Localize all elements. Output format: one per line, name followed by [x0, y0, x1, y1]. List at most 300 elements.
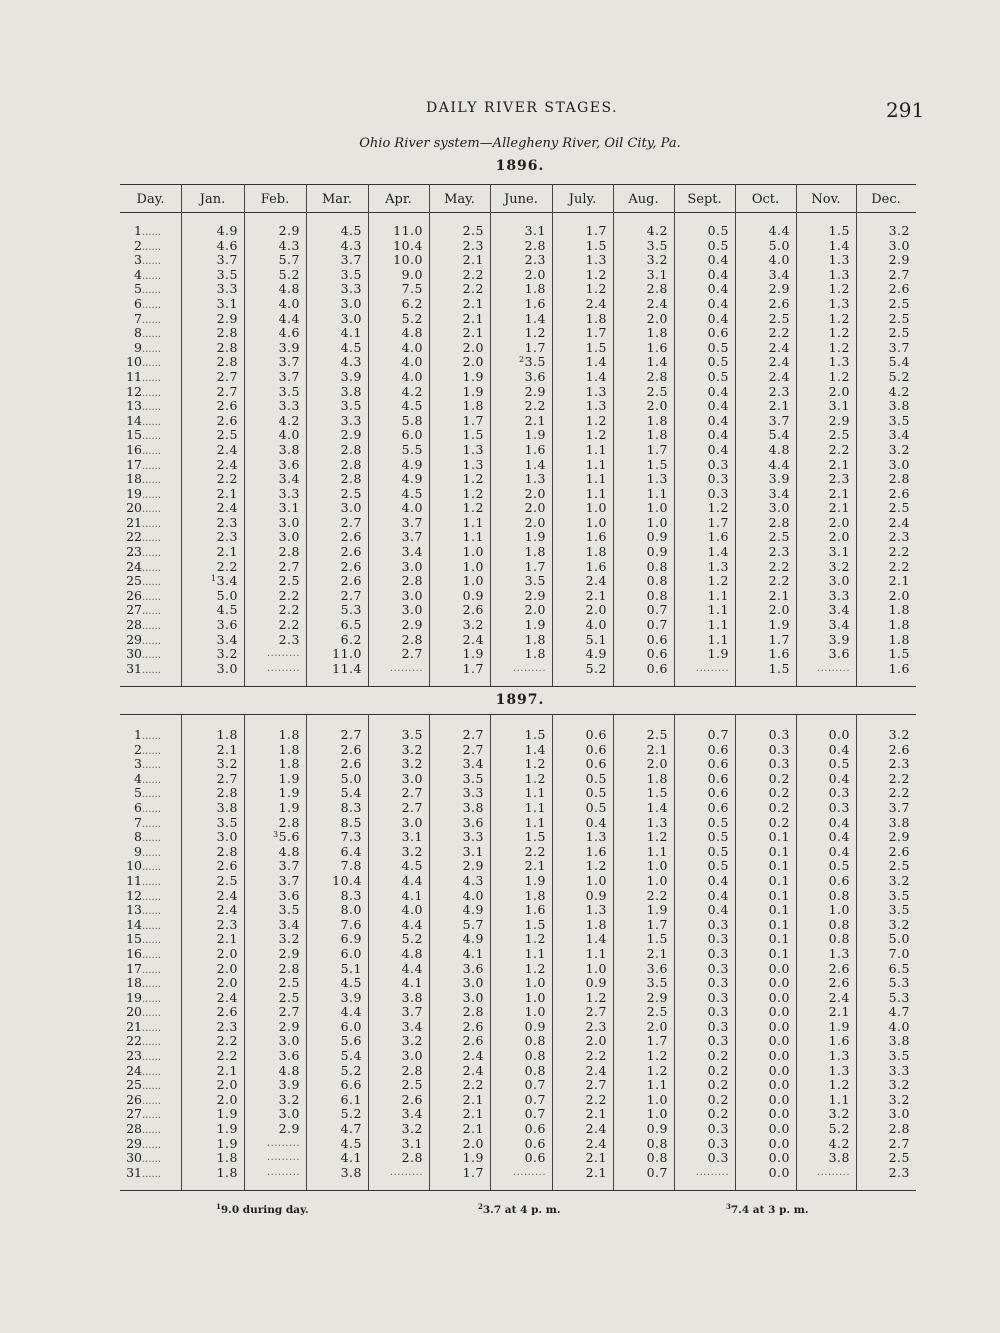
- stage-cell-july: 2.4: [585, 573, 607, 589]
- stage-cell-feb: 4.6: [278, 325, 300, 341]
- stage-cell-dec: 3.2: [888, 1091, 910, 1107]
- day-cell: 29......: [126, 631, 162, 647]
- stage-cell-may: 1.2: [462, 471, 484, 487]
- stage-cell-nov: 1.2: [828, 1077, 850, 1093]
- stage-cell-july: 2.7: [585, 1077, 607, 1093]
- footnote-1: $^1$9.0 during day.: [216, 1202, 309, 1216]
- stage-cell-june: 0.9: [524, 1018, 546, 1034]
- stage-cell-jan: 3.2: [216, 756, 238, 772]
- stage-cell-july: 1.2: [585, 427, 607, 443]
- column-header: Sept.: [687, 192, 722, 207]
- stage-cell-aug: 3.5: [646, 237, 668, 253]
- stage-cell-nov: 3.4: [828, 617, 850, 633]
- stage-cell-oct: 4.4: [768, 223, 790, 238]
- stage-cell-july: 0.5: [585, 799, 607, 815]
- stage-cell-aug: 1.0: [646, 1091, 668, 1107]
- table-row: [120, 932, 916, 947]
- stage-cell-dec: 3.7: [888, 339, 910, 355]
- stage-cell-oct: 2.4: [768, 368, 790, 384]
- stage-cell-dec: 3.5: [888, 902, 910, 918]
- stage-cell-apr: 5.2: [401, 310, 423, 326]
- stage-cell-july: 2.1: [585, 1106, 607, 1122]
- stage-cell-dec: 3.2: [888, 223, 910, 238]
- stage-cell-dec: 3.4: [888, 427, 910, 443]
- stage-cell-mar: 2.9: [340, 427, 362, 443]
- year-heading-1896: 1896.: [495, 158, 545, 174]
- stage-cell-dec: 2.2: [888, 558, 910, 574]
- stage-cell-oct: 0.0: [768, 1062, 790, 1078]
- table-subtitle: Ohio River system—Allegheny River, Oil City, Pa.: [359, 136, 681, 151]
- stage-cell-july: 2.4: [585, 1062, 607, 1078]
- stage-cell-dec: 5.0: [888, 931, 910, 947]
- stage-cell-july: 1.1: [585, 456, 607, 472]
- stage-cell-jan: 2.0: [216, 960, 238, 976]
- stage-cell-apr: 11.0: [393, 223, 423, 238]
- table-row: [120, 816, 916, 831]
- stage-cell-jan: 2.3: [216, 514, 238, 530]
- stage-cell-june: 2.1: [524, 412, 546, 428]
- stage-cell-july: 1.6: [585, 529, 607, 545]
- stage-cell-oct: 0.1: [768, 829, 790, 845]
- stage-cell-july: 0.9: [585, 975, 607, 991]
- table-row: [120, 385, 916, 400]
- stage-cell-june: 1.1: [524, 785, 546, 801]
- stage-cell-july: 1.8: [585, 544, 607, 560]
- stage-cell-oct: 2.1: [768, 587, 790, 603]
- stage-cell-feb: 2.9: [278, 1121, 300, 1137]
- stage-cell-oct: 0.3: [768, 741, 790, 757]
- stage-cell-july: 2.1: [585, 1150, 607, 1166]
- stage-cell-july: 4.0: [585, 617, 607, 633]
- stage-cell-june: 1.2: [524, 931, 546, 947]
- stage-cell-dec: 2.7: [888, 266, 910, 282]
- stage-cell-dec: 1.6: [888, 660, 910, 676]
- stage-cell-june: 1.8: [524, 646, 546, 662]
- column-header: June.: [504, 192, 538, 207]
- stage-cell-june: 2.0: [524, 266, 546, 282]
- stage-cell-nov: 1.4: [828, 237, 850, 253]
- stage-cell-may: 3.1: [462, 843, 484, 859]
- stage-cell-june: 1.5: [524, 916, 546, 932]
- table-row: [120, 312, 916, 327]
- stage-cell-july: 1.2: [585, 989, 607, 1005]
- stage-cell-dec: 2.5: [888, 1150, 910, 1166]
- stage-cell-apr: 4.5: [401, 398, 423, 414]
- stage-cell-nov: 1.2: [828, 325, 850, 341]
- stage-cell-apr: 3.0: [401, 770, 423, 786]
- stage-cell-oct: 0.0: [768, 960, 790, 976]
- column-header: Nov.: [811, 192, 841, 207]
- stage-cell-oct: 0.0: [768, 1150, 790, 1166]
- stage-cell-nov: 1.3: [828, 354, 850, 370]
- stage-cell-jan: 2.0: [216, 1077, 238, 1093]
- day-cell: 7......: [134, 310, 162, 326]
- stage-cell-aug: 1.8: [646, 325, 668, 341]
- stage-cell-mar: 6.6: [340, 1077, 362, 1093]
- stage-cell-may: 2.7: [462, 727, 484, 742]
- stage-cell-nov: 1.1: [828, 1091, 850, 1107]
- stage-cell-mar: 4.5: [340, 339, 362, 355]
- stage-cell-mar: 2.6: [340, 558, 362, 574]
- stage-cell-mar: 5.4: [340, 1048, 362, 1064]
- day-cell: 17......: [126, 960, 162, 976]
- stage-cell-apr: 4.8: [401, 325, 423, 341]
- day-cell: 30......: [126, 646, 162, 662]
- day-cell: 29......: [126, 1135, 162, 1151]
- stage-cell-nov: 3.4: [828, 602, 850, 618]
- stage-cell-may: 2.1: [462, 310, 484, 326]
- stage-cell-aug: 0.7: [646, 1164, 668, 1180]
- stage-cell-apr: 2.7: [401, 646, 423, 662]
- stage-cell-feb: 2.2: [278, 617, 300, 633]
- stage-cell-mar: 11.4: [332, 660, 362, 676]
- stage-cell-feb: 4.4: [278, 310, 300, 326]
- stage-cell-june: 3.6: [524, 368, 546, 384]
- stage-cell-july: 1.3: [585, 398, 607, 414]
- day-cell: 3......: [134, 756, 162, 772]
- stage-cell-apr: 6.0: [401, 427, 423, 443]
- stage-cell-mar: 3.9: [340, 368, 362, 384]
- stage-cell-feb: 3.4: [278, 916, 300, 932]
- column-header: Aug.: [628, 192, 659, 207]
- table-row: [120, 326, 916, 341]
- stage-cell-may: 2.1: [462, 1121, 484, 1137]
- stage-cell-apr: 3.2: [401, 1033, 423, 1049]
- table-row: [120, 786, 916, 801]
- day-cell: 22......: [126, 1033, 162, 1049]
- stage-cell-feb: 3.0: [278, 529, 300, 545]
- stage-cell-dec: 4.7: [888, 1004, 910, 1020]
- stage-cell-aug: 1.7: [646, 1033, 668, 1049]
- stage-cell-dec: 2.9: [888, 252, 910, 268]
- stage-cell-oct: 0.2: [768, 770, 790, 786]
- stage-cell-oct: 0.3: [768, 756, 790, 772]
- stage-cell-june: 1.1: [524, 945, 546, 961]
- stage-cell-mar: 5.2: [340, 1062, 362, 1078]
- stage-cell-mar: 8.3: [340, 799, 362, 815]
- stage-cell-apr: 4.9: [401, 471, 423, 487]
- stage-cell-aug: 2.2: [646, 887, 668, 903]
- stage-cell-apr: 3.5: [401, 727, 423, 742]
- stage-cell-may: 2.1: [462, 1106, 484, 1122]
- stage-cell-nov: 1.3: [828, 1062, 850, 1078]
- stage-cell-apr: 2.5: [401, 1077, 423, 1093]
- stage-cell-june: 2.3: [524, 252, 546, 268]
- stage-cell-mar: 6.0: [340, 1018, 362, 1034]
- stage-cell-jan: 2.8: [216, 325, 238, 341]
- stage-cell-sept: 0.4: [707, 281, 729, 297]
- stage-cell-sept: 0.4: [707, 441, 729, 457]
- stage-cell-sept: 0.5: [707, 354, 729, 370]
- stage-cell-june: 2.0: [524, 514, 546, 530]
- stage-cell-mar: 4.1: [340, 325, 362, 341]
- stage-cell-sept: 1.1: [707, 602, 729, 618]
- stage-cell-june: 1.9: [524, 872, 546, 888]
- stage-cell-nov: 3.2: [828, 558, 850, 574]
- table-row: [120, 1005, 916, 1020]
- stage-cell-oct: 0.0: [768, 1018, 790, 1034]
- stage-cell-mar: 4.3: [340, 354, 362, 370]
- stage-cell-june: 0.8: [524, 1062, 546, 1078]
- stage-cell-sept: 0.3: [707, 989, 729, 1005]
- stage-cell-aug: 1.8: [646, 412, 668, 428]
- stage-cell-dec: 3.8: [888, 1033, 910, 1049]
- stage-cell-oct: 1.6: [768, 646, 790, 662]
- stage-cell-nov: 0.3: [828, 799, 850, 815]
- stage-cell-sept: 0.4: [707, 872, 729, 888]
- stage-cell-june: 1.7: [524, 558, 546, 574]
- stage-cell-oct: 0.0: [768, 1091, 790, 1107]
- stage-cell-mar: 6.4: [340, 843, 362, 859]
- stage-cell-aug: 1.2: [646, 1048, 668, 1064]
- stage-cell-may: 3.0: [462, 989, 484, 1005]
- stage-cell-july: 1.2: [585, 858, 607, 874]
- stage-cell-may: 2.5: [462, 223, 484, 238]
- table-row: [120, 947, 916, 962]
- stage-cell-sept: 0.7: [707, 727, 729, 742]
- stage-cell-aug: 1.0: [646, 872, 668, 888]
- day-cell: 4......: [134, 266, 162, 282]
- table-row: [120, 647, 916, 662]
- stage-cell-may: 3.6: [462, 814, 484, 830]
- stage-cell-jan: 3.0: [216, 660, 238, 676]
- table-row: [120, 472, 916, 487]
- day-cell: 10......: [126, 354, 162, 370]
- page-number: 291: [886, 98, 925, 122]
- stage-cell-nov: 2.9: [828, 412, 850, 428]
- stage-cell-sept: 1.2: [707, 500, 729, 516]
- stage-cell-mar: 2.7: [340, 514, 362, 530]
- table-row: [120, 743, 916, 758]
- stage-cell-may: 2.2: [462, 281, 484, 297]
- stage-cell-july: 2.3: [585, 1018, 607, 1034]
- stage-cell-jan: 2.7: [216, 368, 238, 384]
- day-cell: 13......: [126, 398, 162, 414]
- stage-cell-feb: 3.7: [278, 858, 300, 874]
- stage-cell-july: 2.2: [585, 1048, 607, 1064]
- stage-cell-may: 2.4: [462, 1062, 484, 1078]
- stage-cell-jan: 2.4: [216, 902, 238, 918]
- stage-cell-oct: 0.1: [768, 931, 790, 947]
- stage-cell-june: 1.3: [524, 471, 546, 487]
- stage-cell-july: 1.0: [585, 960, 607, 976]
- stage-cell-oct: 0.2: [768, 799, 790, 815]
- stage-cell-july: 0.5: [585, 770, 607, 786]
- column-header: Feb.: [260, 192, 290, 207]
- day-cell: 1......: [134, 727, 162, 742]
- stage-cell-oct: 0.1: [768, 902, 790, 918]
- day-cell: 31......: [126, 1164, 162, 1180]
- stage-cell-aug: 1.0: [646, 500, 668, 516]
- stage-cell-apr: 3.2: [401, 1121, 423, 1137]
- stage-cell-aug: 2.1: [646, 741, 668, 757]
- stage-cell-sept: 0.6: [707, 799, 729, 815]
- stage-cell-jan: 2.3: [216, 916, 238, 932]
- stage-cell-aug: 0.9: [646, 544, 668, 560]
- table-row: [120, 889, 916, 904]
- day-cell: 26......: [126, 1091, 162, 1107]
- year-heading-1897: 1897.: [495, 692, 545, 708]
- stage-cell-mar: 2.7: [340, 727, 362, 742]
- stage-cell-dec: 2.6: [888, 843, 910, 859]
- stage-cell-nov: 0.8: [828, 931, 850, 947]
- stage-cell-aug: 1.7: [646, 916, 668, 932]
- footnote-3: $^3$7.4 at 3 p. m.: [726, 1202, 809, 1216]
- stage-cell-aug: 0.6: [646, 646, 668, 662]
- stage-cell-mar: 6.2: [340, 631, 362, 647]
- stage-cell-july: 5.1: [585, 631, 607, 647]
- stage-cell-mar: 4.5: [340, 1135, 362, 1151]
- stage-cell-jan: 2.7: [216, 383, 238, 399]
- stage-cell-oct: 0.0: [768, 1033, 790, 1049]
- day-cell: 1......: [134, 223, 162, 238]
- stage-cell-sept: 0.5: [707, 814, 729, 830]
- stage-cell-june: 1.4: [524, 741, 546, 757]
- stage-cell-june: 2.0: [524, 602, 546, 618]
- stage-cell-jan: 2.3: [216, 1018, 238, 1034]
- stage-cell-feb: .........: [266, 1137, 300, 1149]
- stage-cell-mar: 8.3: [340, 887, 362, 903]
- stage-cell-jan: 3.4: [216, 631, 238, 647]
- stage-cell-mar: 2.8: [340, 441, 362, 457]
- day-cell: 20......: [126, 1004, 162, 1020]
- stage-cell-nov: 3.0: [828, 573, 850, 589]
- stage-cell-may: 3.2: [462, 617, 484, 633]
- stage-cell-july: 4.9: [585, 646, 607, 662]
- stage-cell-apr: 2.8: [401, 573, 423, 589]
- stage-cell-nov: .........: [816, 1166, 850, 1178]
- stage-cell-mar: 8.0: [340, 902, 362, 918]
- day-cell: 28......: [126, 1121, 162, 1137]
- stage-cell-july: 0.6: [585, 727, 607, 742]
- column-header: Mar.: [322, 192, 352, 207]
- column-header: July.: [568, 192, 597, 207]
- stage-cell-jan: 3.5: [216, 266, 238, 282]
- stage-cell-nov: 2.1: [828, 1004, 850, 1020]
- stage-cell-aug: 1.7: [646, 441, 668, 457]
- stage-cell-sept: 0.3: [707, 1121, 729, 1137]
- table-row: [120, 501, 916, 516]
- stage-cell-apr: 3.1: [401, 1135, 423, 1151]
- stage-cell-sept: 0.5: [707, 829, 729, 845]
- stage-cell-may: 1.0: [462, 544, 484, 560]
- stage-cell-mar: 5.1: [340, 960, 362, 976]
- stage-cell-july: 1.1: [585, 485, 607, 501]
- day-cell: 16......: [126, 945, 162, 961]
- stage-cell-june: 1.4: [524, 456, 546, 472]
- stage-cell-mar: 2.6: [340, 741, 362, 757]
- stage-cell-dec: 2.2: [888, 544, 910, 560]
- stage-cell-dec: 2.3: [888, 756, 910, 772]
- table-row: [120, 574, 916, 589]
- table-row: [120, 845, 916, 860]
- stage-cell-may: 2.9: [462, 858, 484, 874]
- stage-cell-apr: .........: [389, 662, 423, 674]
- day-cell: 5......: [134, 785, 162, 801]
- stage-cell-jan: 1.8: [216, 727, 238, 742]
- stage-cell-aug: 0.8: [646, 573, 668, 589]
- stage-cell-mar: 4.5: [340, 223, 362, 238]
- stage-cell-feb: 3.2: [278, 931, 300, 947]
- day-cell: 10......: [126, 858, 162, 874]
- column-header: Jan.: [199, 192, 226, 207]
- stage-cell-oct: 0.1: [768, 858, 790, 874]
- stage-cell-mar: 4.7: [340, 1121, 362, 1137]
- stage-cell-oct: 3.0: [768, 500, 790, 516]
- stage-cell-july: 1.5: [585, 339, 607, 355]
- stage-cell-jan: 2.2: [216, 471, 238, 487]
- stage-cell-dec: 3.8: [888, 398, 910, 414]
- page-header-title: DAILY RIVER STAGES.: [426, 100, 619, 116]
- stage-cell-aug: 1.8: [646, 770, 668, 786]
- stage-cell-apr: 3.4: [401, 1106, 423, 1122]
- stage-cell-july: 2.2: [585, 1091, 607, 1107]
- stage-cell-apr: 2.8: [401, 1150, 423, 1166]
- stage-cell-oct: 4.0: [768, 252, 790, 268]
- stage-cell-sept: 0.3: [707, 945, 729, 961]
- stage-cell-june: 1.6: [524, 902, 546, 918]
- stage-cell-aug: 1.3: [646, 814, 668, 830]
- stage-cell-aug: 3.6: [646, 960, 668, 976]
- stage-cell-june: 0.6: [524, 1150, 546, 1166]
- stage-cell-mar: 2.5: [340, 485, 362, 501]
- stage-cell-sept: 0.3: [707, 485, 729, 501]
- stage-cell-apr: 2.8: [401, 1062, 423, 1078]
- day-cell: 25......: [126, 1077, 162, 1093]
- stage-cell-feb: 3.1: [278, 500, 300, 516]
- day-cell: 20......: [126, 500, 162, 516]
- stage-cell-june: 1.0: [524, 1004, 546, 1020]
- stage-cell-feb: 5.2: [278, 266, 300, 282]
- stage-cell-mar: 3.0: [340, 500, 362, 516]
- stage-cell-sept: 0.3: [707, 471, 729, 487]
- stage-cell-nov: 0.5: [828, 756, 850, 772]
- stage-cell-jan: 3.7: [216, 252, 238, 268]
- stage-cell-jan: 2.8: [216, 339, 238, 355]
- stage-cell-sept: 0.4: [707, 398, 729, 414]
- stage-cell-may: 4.3: [462, 872, 484, 888]
- stage-cell-nov: 2.1: [828, 456, 850, 472]
- stage-cell-jan: 3.1: [216, 295, 238, 311]
- stage-cell-mar: 3.3: [340, 412, 362, 428]
- stage-cell-sept: 1.1: [707, 587, 729, 603]
- stage-cell-sept: 0.3: [707, 916, 729, 932]
- stage-cell-nov: 2.0: [828, 529, 850, 545]
- stage-cell-aug: 1.4: [646, 799, 668, 815]
- stage-cell-dec: 2.5: [888, 295, 910, 311]
- stage-cell-june: 1.8: [524, 281, 546, 297]
- stage-cell-july: 1.1: [585, 945, 607, 961]
- stage-cell-nov: 3.6: [828, 646, 850, 662]
- column-header: Dec.: [871, 192, 901, 207]
- stage-cell-july: 1.5: [585, 237, 607, 253]
- stage-cell-june: 2.9: [524, 587, 546, 603]
- stage-cell-june: 1.4: [524, 310, 546, 326]
- stage-cell-dec: 3.2: [888, 872, 910, 888]
- table-row: [120, 399, 916, 414]
- stage-cell-aug: 1.3: [646, 471, 668, 487]
- stage-cell-oct: 0.2: [768, 814, 790, 830]
- stage-cell-dec: 6.5: [888, 960, 910, 976]
- day-cell: 4......: [134, 770, 162, 786]
- stage-cell-sept: 0.4: [707, 383, 729, 399]
- stage-cell-dec: 2.2: [888, 770, 910, 786]
- stage-cell-july: 1.0: [585, 500, 607, 516]
- stage-cell-apr: 3.4: [401, 1018, 423, 1034]
- stage-cell-nov: 0.4: [828, 814, 850, 830]
- stage-cell-dec: 5.3: [888, 975, 910, 991]
- table-row: [120, 268, 916, 283]
